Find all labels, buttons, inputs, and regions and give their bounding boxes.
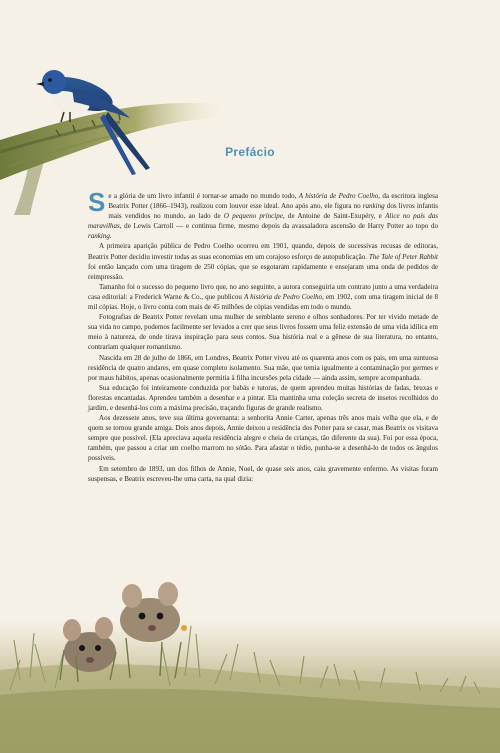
paragraph-6: Sua educação foi inteiramente conduzida por babás e tutoras, de quem aprendeu muitas histórias de fadas, bruxas e florestas encantadas. Aprendeu também a desenhar e a pintar. Ela mantinha uma coleção secreta de insetos recolhidos do jardim, e desenhá-los com a máxima precisão, traçando figuras de grande realismo.	[88, 383, 438, 412]
text-run: , da escritora inglesa Beatrix Potter (1866–1943), realizou com louvor esse ideal. Ano após ano, ele figura no	[108, 192, 438, 211]
preface-body	[88, 187, 439, 484]
paragraph-3	[88, 282, 438, 312]
emphasis: ranking	[88, 232, 110, 241]
text-run: , de Antoine de Saint-Exupéry, e	[282, 212, 386, 221]
text-run: , de Lewis Carroll — e continua firme, mesmo depois da avassaladora ascensão de Harry Potter ao topo do	[119, 222, 438, 231]
text-run: foi então lançado com uma tiragem de 250 cópias, que se esgotaram rapidamente e ensejaram uma onda de pedidos de reimpressão.	[88, 262, 438, 281]
book-title: A história de Pedro Coelho	[243, 292, 323, 301]
emphasis: ranking	[362, 202, 385, 211]
text-run: .	[109, 232, 112, 241]
book-title: The Tale of Peter Rabbit	[368, 252, 438, 261]
paragraph-7: Aos dezessete anos, teve sua última governanta: a senhorita Annie Carter, apenas três anos mais velha que ela, e de quem se tornou grande amiga. Dois anos depois, Annie deixou a residência dos Potter para se casar, mas Beatrix os visitava sempre que possível. (Ela apreciava aquela residência alegre e cheia de crianças, tão diferente da sua). Foi por essa época, também, que passou a criar um coelho marrom no sótão. Para afastar o tédio, punha-se a desenhá-lo de todos os ângulos possíveis.	[88, 414, 438, 463]
mice-in-grass-illustration	[0, 560, 500, 753]
paragraph-8: Em setembro de 1893, um dos filhos de Annie, Noel, de quase seis anos, caiu gravemente enfermo. As visitas foram suspensas, e Beatrix escreveu-lhe uma carta, na qual dizia:	[88, 464, 438, 483]
text-run: e a glória de um livro infantil é tornar-se amado no mundo todo,	[108, 192, 299, 200]
bird-on-branch-illustration	[0, 40, 230, 215]
text-run: , em 1902, com uma tiragem inicial de 8 mil cópias. Hoje, o livro conta com mais de 45 milhões de cópias vendidas em todo o mundo.	[88, 292, 438, 312]
text-run: dos livros infantis mais vendidos no mundo, ao lado de	[108, 202, 439, 221]
text-run: A primeira aparição pública de Pedro Coelho ocorreu em 1901, quando, depois de sucessivas recusas de editoras, Beatrix Potter decidiu investir todas as suas economias em um corajoso esforço de autopublicação.	[88, 242, 438, 261]
paragraph-2	[88, 241, 438, 281]
page-title: Prefácio	[225, 145, 275, 159]
paragraph-4: Fotografias de Beatrix Potter revelam uma mulher de semblante sereno e olhos sonhadores. Por ter vivido metade de sua vida no campo, podemos facilmente ser levados a crer que seus livros fossem uma feliz extensão de uma vida idílica em meio à natureza, de onde tirava inspiração para seus contos. Sua história real e a gênese de sua literatura, no entanto, contrariam qualquer romantismo.	[88, 313, 438, 352]
drop-cap: S	[88, 187, 106, 217]
paragraph-1	[88, 187, 439, 241]
book-title: O pequeno príncipe	[223, 212, 283, 221]
book-title: Alice no país das maravilhas	[88, 212, 438, 231]
text-run: Tamanho foi o sucesso do pequeno livro que, no ano seguinte, a autora conseguiria um contrato junto a uma verdadeira casa editorial: a Frederick Warne & Co., que publicou	[88, 282, 438, 301]
book-title: A história de Pedro Coelho	[298, 192, 379, 200]
paragraph-5: Nascida em 28 de julho de 1866, em Londres, Beatrix Potter viveu até os quarenta anos com os pais, em uma suntuosa residência de quatro andares, em quase completo isolamento. Sua mãe, que temia igualmente a contaminação por germes e por maus hábitos, apenas ocasionalmente permitia à filha incursões pela cidade — ainda assim, sempre acompanhada.	[88, 353, 438, 382]
